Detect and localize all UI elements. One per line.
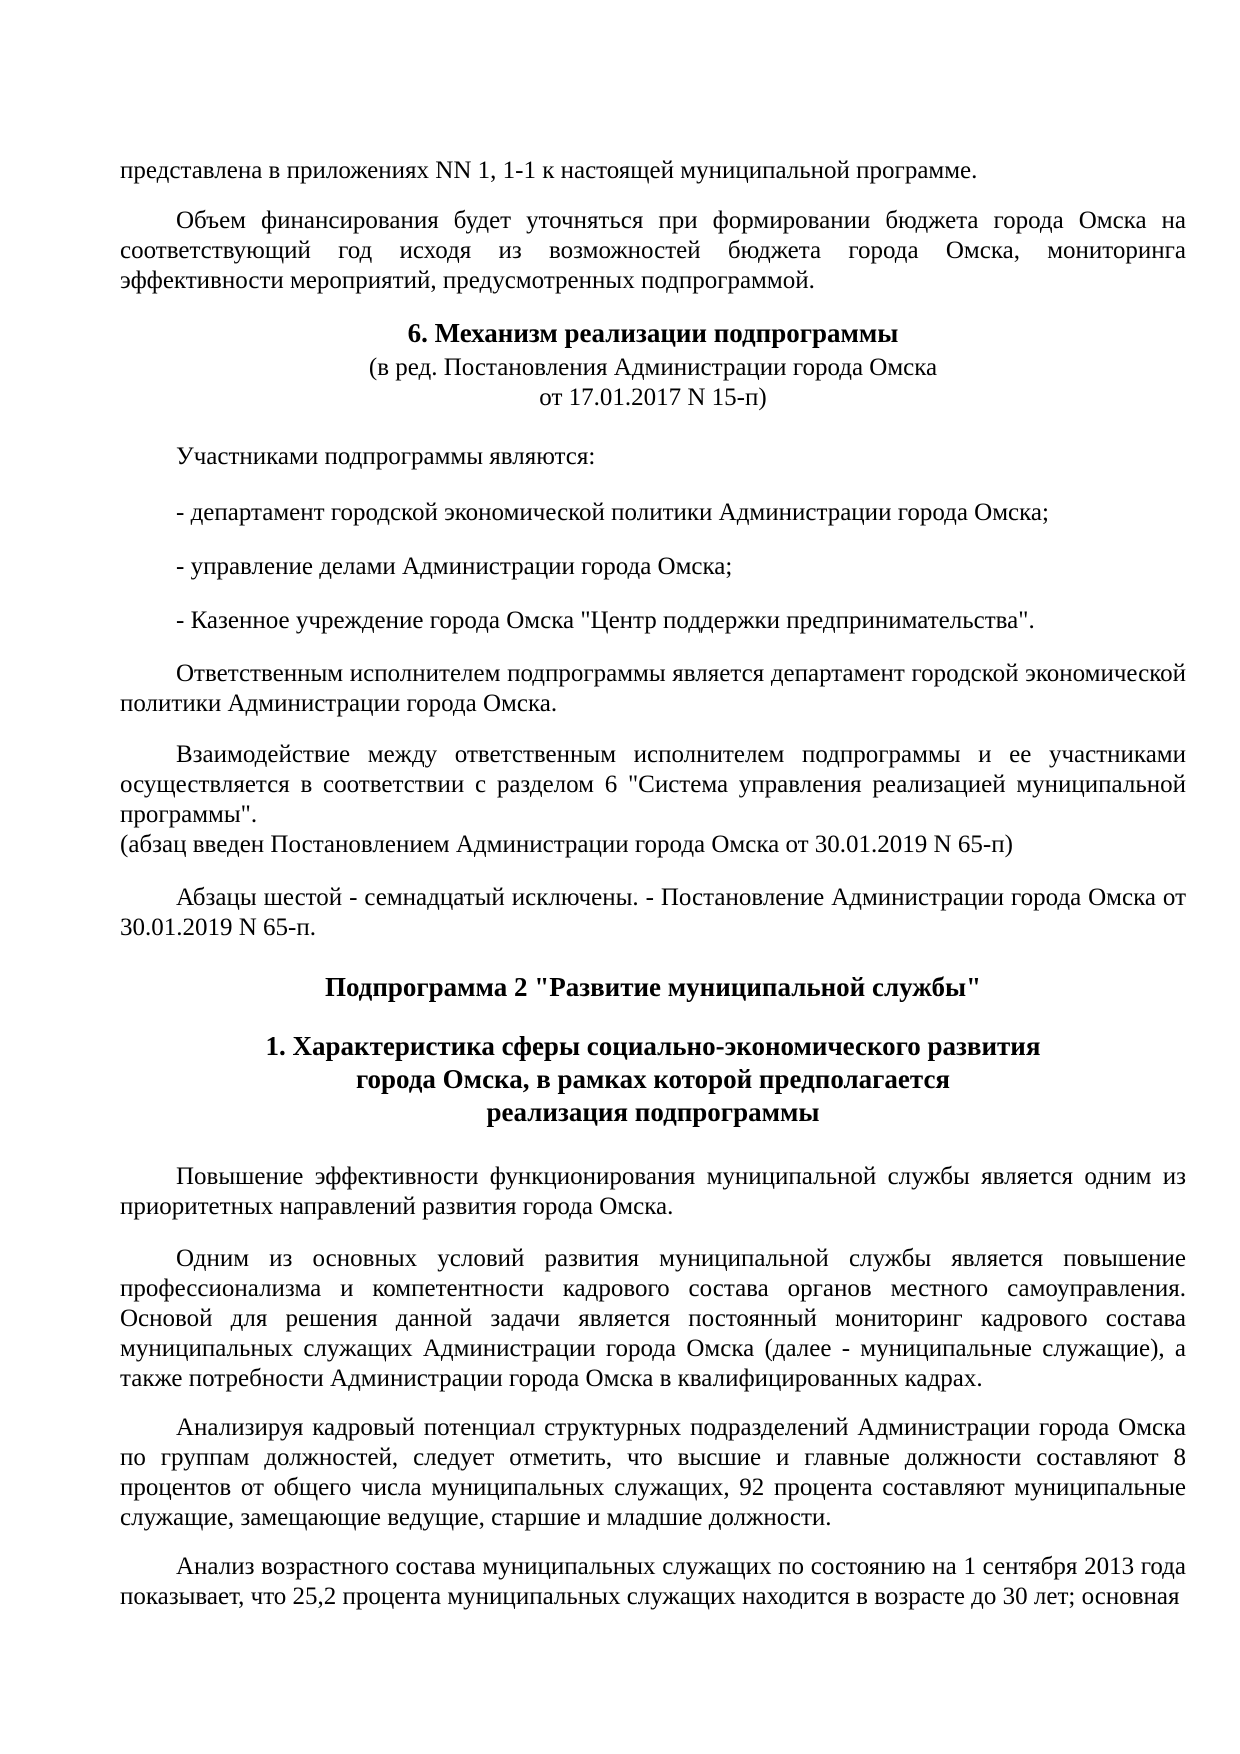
paragraph: Участниками подпрограммы являются: — [176, 443, 596, 470]
paragraph: Анализ возрастного состава муниципальных служащих по состоянию на 1 сентября 2013 года показывает, что 25,2 процента муниципальных служащих находится в возрасте до 30 лет; основная — [120, 1553, 1186, 1610]
list-item: - департамент городской экономической политики Администрации города Омска; — [176, 499, 1049, 526]
section-heading: 1. Характеристика сферы социально-экономического развития — [265, 1031, 1041, 1061]
amendment-note: от 17.01.2017 N 15-п) — [539, 384, 767, 411]
amendment-note: (абзац введен Постановлением Администрации города Омска от 30.01.2019 N 65-п) — [120, 831, 1013, 858]
amendment-note: (в ред. Постановления Администрации города Омска — [368, 354, 938, 381]
paragraph: Абзацы шестой - семнадцатый исключены. - Постановление Администрации города Омска от 30.01.2019 N 65-п. — [120, 884, 1186, 941]
paragraph: Повышение эффективности функционирования муниципальной службы является одним из приоритетных направлений развития города Омска. — [120, 1163, 1186, 1220]
paragraph: Анализируя кадровый потенциал структурных подразделений Администрации города Омска по группам должностей, следует отметить, что высшие и главные должности составляют 8 процентов от общего числа муниципальных служащих, 92 процента составляют муниципальные служащие, замещающие ведущие, старшие и младшие должности. — [120, 1414, 1186, 1531]
paragraph: Взаимодействие между ответственным исполнителем подпрограммы и ее участниками осуществляется в соответствии с разделом 6 "Система управления реализацией муниципальной программы". — [120, 741, 1186, 828]
paragraph: Ответственным исполнителем подпрограммы является департамент городской экономической политики Администрации города Омска. — [120, 660, 1186, 717]
list-item: - управление делами Администрации города Омска; — [176, 553, 733, 580]
section-heading: города Омска, в рамках которой предполагается — [355, 1064, 951, 1094]
paragraph: представлена в приложениях NN 1, 1-1 к настоящей муниципальной программе. — [120, 157, 978, 184]
section-heading: 6. Механизм реализации подпрограммы — [407, 318, 899, 348]
list-item: - Казенное учреждение города Омска "Центр поддержки предпринимательства". — [176, 607, 1035, 634]
paragraph: Одним из основных условий развития муниципальной службы является повышение профессионализма и компетентности кадрового состава органов местного самоуправления. Основой для решения данной задачи является постоянный мониторинг кадрового состава муниципальных служащих Администрации города Омска (далее - муниципальные служащие), а также потребности Администрации города Омска в квалифицированных кадрах. — [120, 1245, 1186, 1392]
section-heading: реализация подпрограммы — [486, 1097, 820, 1127]
paragraph: Объем финансирования будет уточняться при формировании бюджета города Омска на соответствующий год исходя из возможностей бюджета города Омска, мониторинга эффективности мероприятий, предусмотренных подпрограммой. — [120, 207, 1186, 294]
subprogram-title: Подпрограмма 2 "Развитие муниципальной службы" — [324, 972, 982, 1002]
